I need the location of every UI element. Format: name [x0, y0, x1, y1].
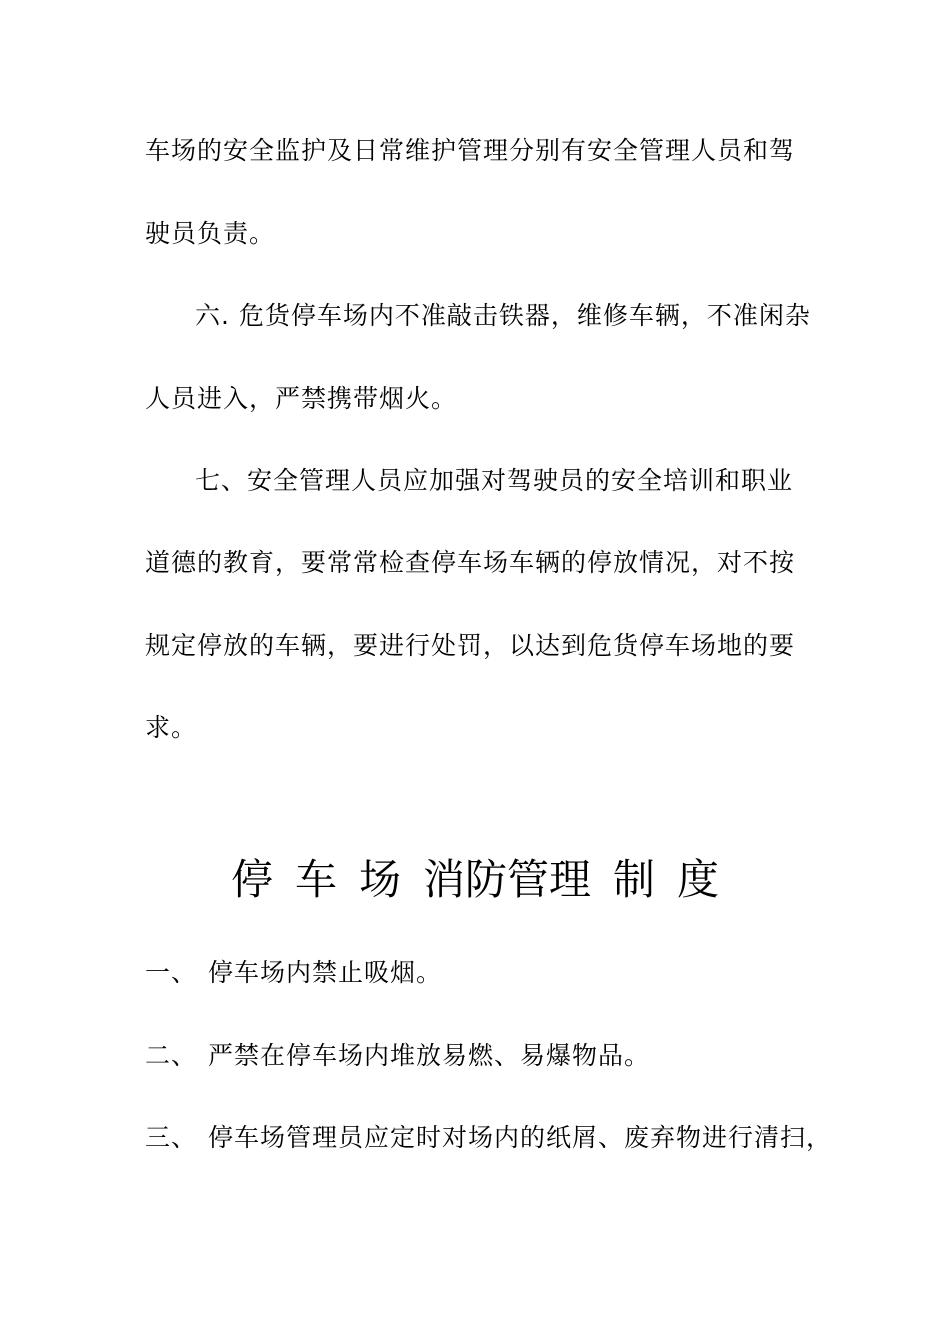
list-item-number: 一、	[145, 958, 198, 987]
section-title	[0, 855, 950, 905]
title-part: 制	[613, 855, 656, 904]
paragraph-line: 人员进入，严禁携带烟火。	[145, 384, 458, 413]
list-item-text: 停车场管理员应定时对场内的纸屑、废弃物进行清扫，	[208, 1123, 833, 1152]
list-item	[145, 956, 442, 990]
list-item-number: 三、	[145, 1123, 198, 1152]
title-part: 消防管理	[423, 855, 592, 904]
list-item	[145, 1121, 832, 1155]
paragraph-line: 六. 危货停车场内不准敲击铁器，维修车辆，不准闲杂	[195, 301, 811, 330]
title-part: 度	[677, 855, 720, 904]
paragraph-line: 车场的安全监护及日常维护管理分别有安全管理人员和驾	[145, 136, 796, 165]
list-item-text: 严禁在停车场内堆放易燃、易爆物品。	[208, 1041, 651, 1070]
title-part: 车	[294, 855, 337, 904]
paragraph-line: 求。	[145, 713, 198, 742]
list-item-text: 停车场内禁止吸烟。	[208, 958, 443, 987]
paragraph-line: 规定停放的车辆，要进行处罚，以达到危货停车场地的要	[145, 631, 796, 660]
title-part: 场	[358, 855, 401, 904]
paragraph-line: 道德的教育，要常常检查停车场车辆的停放情况，对不按	[145, 548, 796, 577]
list-item-number: 二、	[145, 1041, 198, 1070]
paragraph-line: 驶员负责。	[145, 219, 276, 248]
title-part: 停	[230, 855, 273, 904]
paragraph-line: 七、安全管理人员应加强对驾驶员的安全培训和职业	[195, 466, 794, 495]
list-item	[145, 1039, 650, 1073]
